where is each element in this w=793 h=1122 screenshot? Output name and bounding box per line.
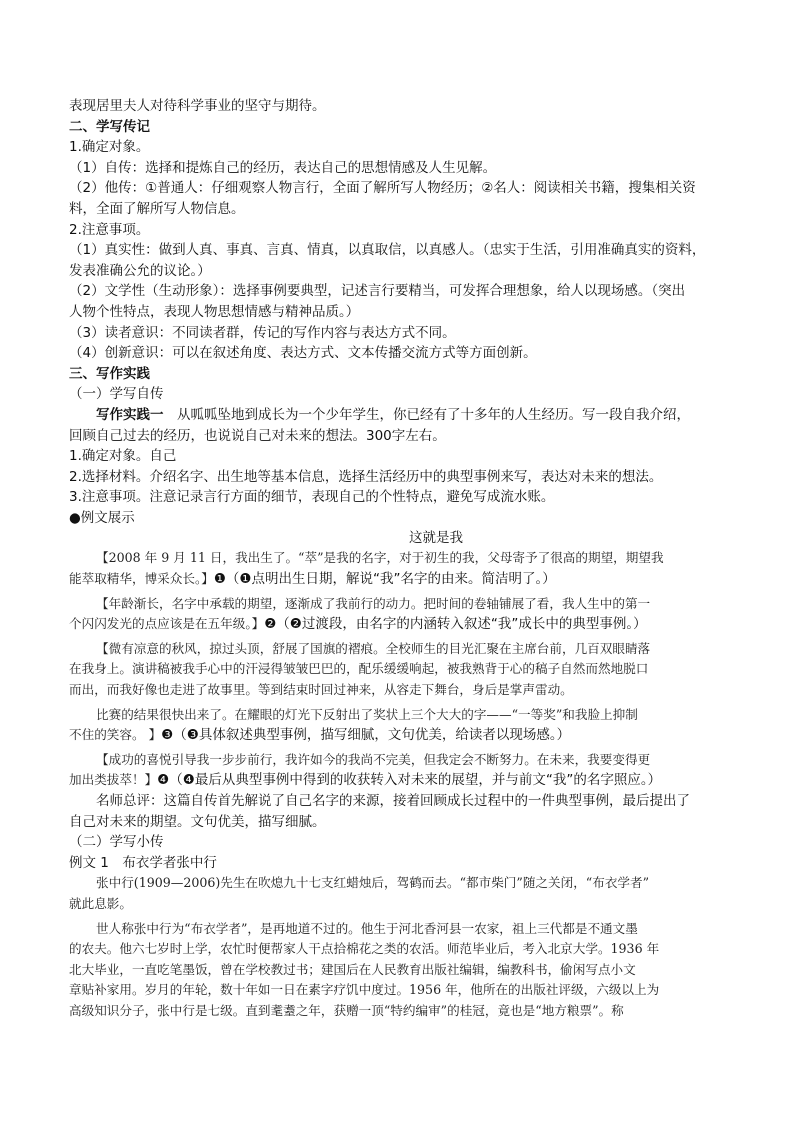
essay-para-5: 【成功的喜悦引导我一步步前行，我许如今的我尚不完美，但我定会不断努力。在未来，我要变得更 xyxy=(96,751,651,767)
example-1-para-1: 张中行(1909—2006)先生在吹熄九十七支红蜡烛后，驾鹤而去。“都市柴门”随之关闭，“布衣学者” xyxy=(96,875,650,891)
point-innovation: （4）创新意识：可以在叙述角度、表达方式、文本传播交流方式等方面创新。 xyxy=(69,345,537,362)
example-1-para-2: 世人称张中行为“布衣学者”，是再地道不过的。他生于河北香河县一农家，祖上三代都是不通文墨 xyxy=(96,920,638,936)
essay-para-4-cont xyxy=(69,725,731,746)
point-determine-subject: 1.确定对象。 xyxy=(69,139,150,156)
section-heading-writing-practice: 三、写作实践 xyxy=(69,365,150,382)
point-literary-cont: 人物个性特点，表现人物思想情感与精神品质。） xyxy=(69,303,360,320)
subsection-short-biography: （二）学写小传 xyxy=(69,834,164,851)
essay-para-3-end: 而出，而我好像也走进了故事里。等到结束时回过神来，从容走下舞台，身后是掌声雷动。 xyxy=(69,682,573,698)
essay-text: 个闪闪发光的点应该是在五年级。】 xyxy=(69,616,265,632)
teacher-comment: 名师总评：这篇自传首先解说了自己名字的来源，接着回顾成长过程中的一件典型事例，最后提出了 xyxy=(96,793,690,809)
point-literary: （2）文学性（生动形象）：选择事例要典型，记述言行要精当，可发挥合理想象，给人以现场感。（突出 xyxy=(69,283,686,300)
point-other-biography: （2）他传：①普通人：仔细观察人物言行，全面了解所写人物经历；②名人：阅读相关书籍，搜集相关资 xyxy=(69,180,696,197)
essay-para-3: 【微有凉意的秋风，掠过头顶，舒展了国旗的褶痕。全校师生的目光汇聚在主席台前，几百双眼睛落 xyxy=(96,640,651,656)
essay-text: 能萃取精华，博采众长。】 xyxy=(69,571,214,587)
point-autobiography: （1）自传：选择和提炼自己的经历，表达自己的思想情感及人生见解。 xyxy=(69,159,497,176)
essay-text: 加出类拔萃！】 xyxy=(69,772,158,788)
example-1-para-2-line-4: 章贴补家用。岁月的年轮，数十年如一日在素字疗饥中度过。1956 年，他所在的出版社评级，六级以上为 xyxy=(69,982,660,998)
practice-prompt xyxy=(69,405,731,426)
intro-line: 表现居里夫人对待科学事业的坚守与期待。 xyxy=(69,98,326,114)
document-page xyxy=(69,96,731,1022)
essay-para-1-cont xyxy=(69,569,731,590)
essay-text: 不住的笑容。 】 xyxy=(69,727,162,743)
point-notes: 2.注意事项。 xyxy=(69,221,150,238)
teacher-comment-cont: 自己对未来的期望。文句优美，描写细腻。 xyxy=(69,813,326,830)
step-material: 2.选择材料。介绍名字、出生地等基本信息，选择生活经历中的典型事例来写，表达对未来的想法。 xyxy=(69,468,663,485)
practice-label: 写作实践一 xyxy=(96,406,164,423)
essay-title: 这就是我 xyxy=(409,530,463,547)
example-1-para-2-line-3: 北大毕业，一直吃笔墨饭，曾在学校教过书；建国后在人民教育出版社编辑，编教科书，偷闲写点小文 xyxy=(69,961,636,977)
point-authenticity-cont: 发表准确公允的议论。） xyxy=(69,262,211,279)
practice-text: 从呱呱坠地到成长为一个少年学生，你已经有了十多年的人生经历。写一段自我介绍， xyxy=(177,406,690,423)
annotation-1: ❶（❶点明出生日期，解说“我”名字的由来。简洁明了。） xyxy=(213,571,556,588)
section-heading-learn-biography: 二、学写传记 xyxy=(69,118,150,135)
annotation-2: ❷（❷过渡段，由名字的内涵转入叙述“我”成长中的典型事例。） xyxy=(264,616,647,633)
example-heading: ●例文展示 xyxy=(69,509,135,526)
example-1-para-1-cont: 就此息影。 xyxy=(69,895,132,911)
essay-para-2-cont xyxy=(69,614,731,635)
essay-para-5-cont xyxy=(69,770,731,791)
practice-prompt-cont: 回顾自己过去的经历，也说说自己对未来的想法。300字左右。 xyxy=(69,427,446,444)
annotation-3: ❸（❸具体叙述典型事例，描写细腻，文句优美，给读者以现场感。） xyxy=(161,727,571,744)
essay-para-3-cont: 在我身上。演讲稿被我手心中的汗浸得皱皱巴巴的，配乐缓缓响起，被我熟背于心的稿子自然而然地脱口 xyxy=(69,661,649,677)
annotation-4: ❹（❹最后从典型事例中得到的收获转入对未来的展望，并与前文“我”的名字照应。） xyxy=(157,772,662,789)
point-reader: （3）读者意识：不同读者群，传记的写作内容与表达方式不同。 xyxy=(69,324,456,341)
example-1-title: 例文 1 布衣学者张中行 xyxy=(69,854,217,871)
essay-para-1: 【2008 年 9 月 11 日，我出生了。“萃”是我的名字，对于初生的我，父母寄予了很高的期望，期望我 xyxy=(96,550,664,566)
step-subject: 1.确定对象。自己 xyxy=(69,448,177,465)
point-authenticity: （1）真实性：做到人真、事真、言真、情真，以真取信，以真感人。（忠实于生活，引用准确真实的资料， xyxy=(69,242,706,259)
example-1-para-2-line-2: 的农夫。他六七岁时上学，农忙时便帮家人干点拾棉花之类的农活。师范毕业后，考入北京大学。1936 年 xyxy=(69,941,660,957)
example-1-para-2-line-5: 高级知识分子，张中行是七级。直到耄耋之年，获赠一顶“特约编审”的桂冠，竟也是“地方粮票”。称 xyxy=(69,1002,624,1018)
step-notes: 3.注意事项。注意记录言行方面的细节，表现自己的个性特点，避免写成流水账。 xyxy=(69,489,555,506)
essay-para-4: 比赛的结果很快出来了。在耀眼的灯光下反射出了奖状上三个大大的字——“一等奖”和我脸上抑制 xyxy=(96,706,638,722)
point-other-biography-cont: 料，全面了解所写人物信息。 xyxy=(69,200,245,217)
subsection-autobiography: （一）学写自传 xyxy=(69,386,164,403)
essay-para-2: 【年龄渐长，名字中承载的期望，逐渐成了我前行的动力。把时间的卷轴铺展了看，我人生中的第一 xyxy=(96,595,651,611)
